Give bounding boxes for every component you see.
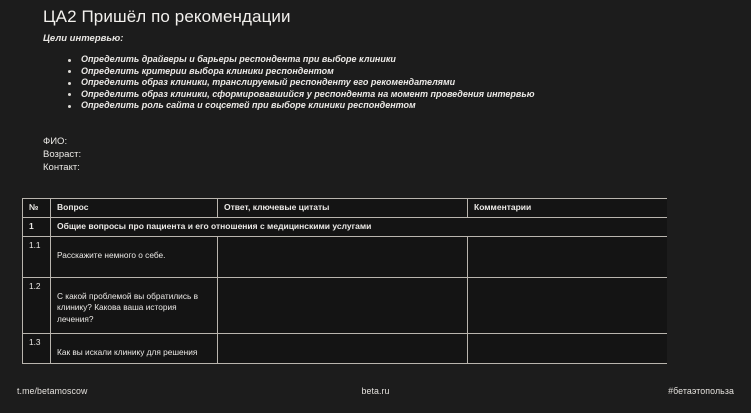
field-label-contact: Контакт: xyxy=(43,162,80,173)
cell-question xyxy=(51,277,218,333)
cell-answer[interactable] xyxy=(218,277,468,333)
field-label-age: Возраст: xyxy=(43,149,82,160)
respondent-fields xyxy=(43,135,81,174)
question-text: Как вы искали клинику для решения xyxy=(57,346,198,357)
questions-table-container xyxy=(22,198,667,376)
cell-answer[interactable] xyxy=(218,333,468,363)
table-row xyxy=(23,236,668,277)
column-header-question: Вопрос xyxy=(51,199,218,218)
cell-number: 1.1 xyxy=(23,236,51,277)
table-row xyxy=(23,277,668,333)
list-item: Определить роль сайта и соцсетей при выборе клиники респондентом xyxy=(64,100,664,112)
footer-hashtag: #бетаэтопольза xyxy=(668,386,734,396)
cell-question xyxy=(51,236,218,277)
table-row xyxy=(23,218,668,237)
cell-comment[interactable] xyxy=(468,236,668,277)
cell-comment[interactable] xyxy=(468,277,668,333)
cell-question xyxy=(51,333,218,363)
page-title: ЦА2 Пришёл по рекомендации xyxy=(43,7,291,26)
list-item: Определить образ клиники, сформировавшийся у респондента на момент проведения интервью xyxy=(64,89,664,101)
column-header-answer: Ответ, ключевые цитаты xyxy=(218,199,468,218)
cell-number: 1.2 xyxy=(23,277,51,333)
footer-telegram-link[interactable]: t.me/betamoscow xyxy=(17,386,88,396)
goals-list xyxy=(64,54,664,112)
field-label-fio: ФИО: xyxy=(43,136,68,147)
cell-number: 1.3 xyxy=(23,333,51,363)
cell-number: 1 xyxy=(23,218,51,237)
table-header-row xyxy=(23,199,668,218)
column-header-comment: Комментарии xyxy=(468,199,668,218)
questions-table xyxy=(22,198,667,364)
list-item: Определить критерии выбора клиники респондентом xyxy=(64,66,664,78)
section-title-text: Общие вопросы про пациента и его отношения с медицинскими услугами xyxy=(57,221,372,231)
footer-website-link[interactable]: beta.ru xyxy=(361,386,390,396)
cell-answer[interactable] xyxy=(218,236,468,277)
question-text: Расскажите немного о себе. xyxy=(57,249,166,260)
question-text: С какой проблемой вы обратились в клинику? Какова ваша история лечения? xyxy=(57,290,198,324)
slide-footer xyxy=(0,376,751,413)
goals-label: Цели интервью: xyxy=(43,33,124,44)
cell-comment[interactable] xyxy=(468,333,668,363)
list-item: Определить драйверы и барьеры респондента при выборе клиники xyxy=(64,54,664,66)
column-header-number: № xyxy=(23,199,51,218)
table-row xyxy=(23,333,668,363)
list-item: Определить образ клиники, транслируемый респонденту его рекомендателями xyxy=(64,77,664,89)
cell-section-title xyxy=(51,218,668,237)
